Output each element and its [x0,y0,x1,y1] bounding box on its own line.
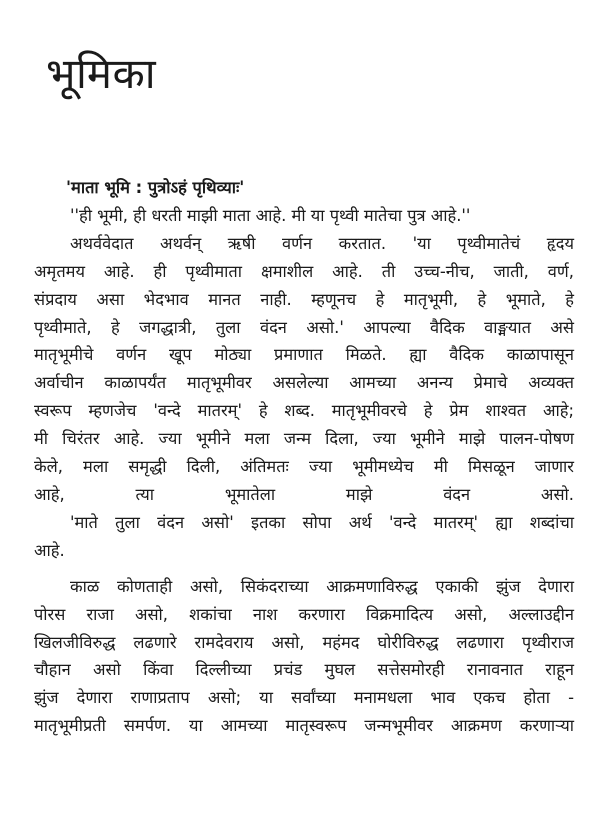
text-line: ''ही भूमी, ही धरती माझी माता आहे. मी या पृथ्वी मातेचा पुत्र आहे.'' [70,205,471,225]
paragraph-atharvaveda [34,230,574,509]
text-line: काळ कोणताही असो, सिकंदराच्या आक्रमणाविरुद्ध एकाकी झुंज देणारा [70,576,574,596]
text-line: आहे, त्या भूमातेला माझे वंदन असो. [34,484,574,504]
text-line: पृथ्वीमाते, हे जगद्धात्री, तुला वंदन असो.' आपल्या वैदिक वाङ्मयात असे [34,317,574,337]
section-heading: 'माता भूमि : पुत्रोऽहं पृथिव्याः' [66,178,245,197]
text-line: 'माते तुला वंदन असो' इतका सोपा अर्थ 'वन्दे मातरम्' ह्या शब्दांचा [70,512,574,532]
text-line: चौहान असो किंवा दिल्लीच्या प्रचंड मुघल सत्तेसमोरही रानावनात राहून [34,660,574,680]
text-line: केले, मला समृद्धी दिली, अंतिमतः ज्या भूमीमध्येच मी मिसळून जाणार [34,457,574,477]
text-line: अर्वाचीन काळापर्यंत मातृभूमीवर असलेल्या आमच्या अनन्य प्रेमाचे अव्यक्त [34,373,574,393]
text-line: मातृभूमीप्रती समर्पण. या आमच्या मातृस्वरूप जन्मभूमीवर आक्रमण करणाऱ्या [34,716,574,736]
text-line: अमृतमय आहे. ही पृथ्वीमाता क्षमाशील आहे. ती उच्च-नीच, जाती, वर्ण, [34,261,574,281]
text-line: अथर्ववेदात अथर्वन् ऋषी वर्णन करतात. 'या पृथ्वीमातेचं हृदय [70,233,574,253]
paragraph-quote [34,202,574,230]
text-line: स्वरूप म्हणजेच 'वन्दे मातरम्' हे शब्द. मातृभूमीवरचे हे प्रेम शाश्वत आहे; [34,401,574,421]
text-line: पोरस राजा असो, शकांचा नाश करणारा विक्रमादित्य असो, अल्लाउद्दीन [34,604,574,624]
paragraph-history [34,573,574,740]
text-line: झुंज देणारा राणाप्रताप असो; या सर्वांच्या मनामधला भाव एकच होता - [34,688,574,708]
text-line: मी चिरंतर आहे. ज्या भूमीने मला जन्म दिला, ज्या भूमीने माझे पालन-पोषण [34,429,574,449]
text-line: आहे. [34,540,65,560]
page-body [34,174,574,740]
page-title: भूमिका [46,49,157,98]
paragraph-meaning [34,509,574,565]
text-line: संप्रदाय असा भेदभाव मानत नाही. म्हणूनच हे मातृभूमी, हे भूमाते, हे [34,289,574,309]
text-line: मातृभूमीचे वर्णन खूप मोठ्या प्रमाणात मिळते. ह्या वैदिक काळापासून [34,345,574,365]
paragraph-gap [34,565,574,573]
text-line: खिलजीविरुद्ध लढणारे रामदेवराय असो, महंमद घोरीविरुद्ध लढणारा पृथ्वीराज [34,632,574,652]
